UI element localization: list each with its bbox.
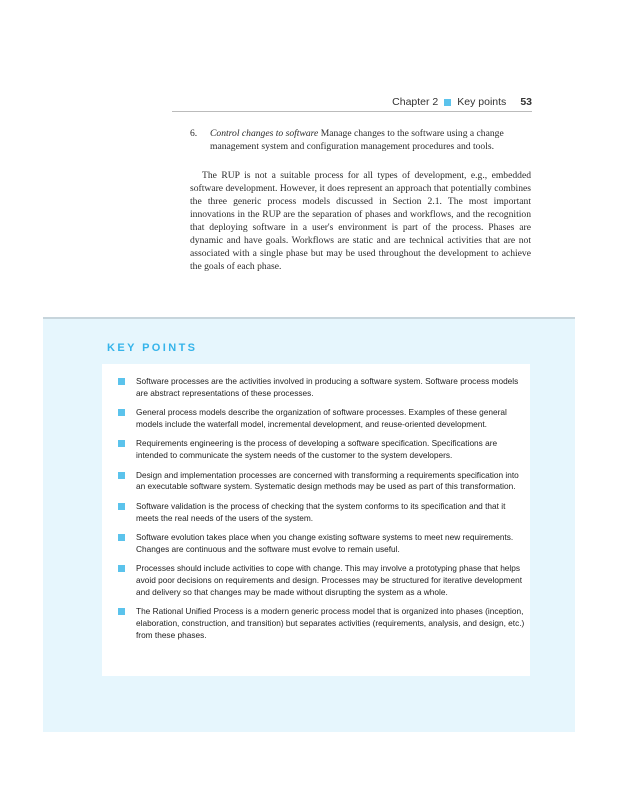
key-point-text: General process models describe the organization of software processes. Examples of these general models include the waterfall model, incremental development, and reuse-oriented development. <box>136 407 507 429</box>
section-label: Key points <box>457 96 507 108</box>
square-bullet-icon <box>118 503 125 510</box>
key-points-title: KEY POINTS <box>107 342 198 354</box>
key-point-text: The Rational Unified Process is a modern generic process model that is organized into phases (inception, elaboration, construction, and transition) but separates activities (requirements, analysis, and design, etc.) from these phases. <box>136 606 525 640</box>
key-point-text: Processes should include activities to cope with change. This may involve a prototyping phase that helps avoid poor decisions on requirements and design. Processes may be structured for iterative development and delivery so that changes may be made without disrupting the system as a whole. <box>136 563 523 597</box>
key-point-text: Software validation is the process of checking that the system conforms to its specification and that it meets the real needs of the users of the system. <box>136 500 506 523</box>
square-bullet-icon <box>444 99 451 106</box>
square-bullet-icon <box>118 534 125 541</box>
list-item-6 <box>190 127 531 153</box>
square-bullet-icon <box>118 608 125 615</box>
body-paragraph: The RUP is not a suitable process for all types of development, e.g., embedded software development. However, it does represent an approach that potentially combines the three generic process models discussed in Section 2.1. The most important innovations in the RUP are the separation of phases and workflows, and the recognition that deploying software in a user's environment is part of the process. Phases are dynamic and have goals. Workflows are static and are technical activities that are not associated with a single phase but may be used throughout the development to achieve the goals of each phase. <box>190 170 531 272</box>
square-bullet-icon <box>118 440 125 447</box>
key-point-text: Software evolution takes place when you change existing software systems to meet new requirements. Changes are continuous and the software must evolve to remain useful. <box>136 532 514 554</box>
header-rule <box>172 111 532 112</box>
key-point-text: Design and implementation processes are concerned with transforming a requirements specification into an executable software system. Systematic design methods may be used as part of this transformation. <box>136 469 519 492</box>
key-point-item <box>118 438 528 461</box>
item-body <box>210 127 531 153</box>
key-point-item <box>118 532 528 555</box>
key-point-item <box>118 606 528 641</box>
running-head <box>392 96 532 108</box>
key-points-list <box>118 376 528 649</box>
item-text: Manage changes to the software using a change management system and configuration management procedures and tools. <box>210 128 504 152</box>
key-point-item <box>118 501 528 524</box>
key-point-item <box>118 407 528 430</box>
item-number: 6. <box>190 128 198 139</box>
chapter-label: Chapter 2 <box>392 96 439 108</box>
key-point-text: Requirements engineering is the process of developing a software specification. Specifications are intended to communicate the system needs of the customer to the system developers. <box>136 438 498 461</box>
square-bullet-icon <box>118 409 125 416</box>
square-bullet-icon <box>118 378 125 385</box>
key-point-item <box>118 563 528 598</box>
key-point-item <box>118 376 528 399</box>
item-title: Control changes to software <box>210 128 319 139</box>
key-point-text: Software processes are the activities involved in producing a software system. Software process models are abstract representations of these processes. <box>136 376 519 398</box>
key-point-item <box>118 470 528 493</box>
square-bullet-icon <box>118 565 125 572</box>
page-number: 53 <box>520 96 532 108</box>
square-bullet-icon <box>118 472 125 479</box>
